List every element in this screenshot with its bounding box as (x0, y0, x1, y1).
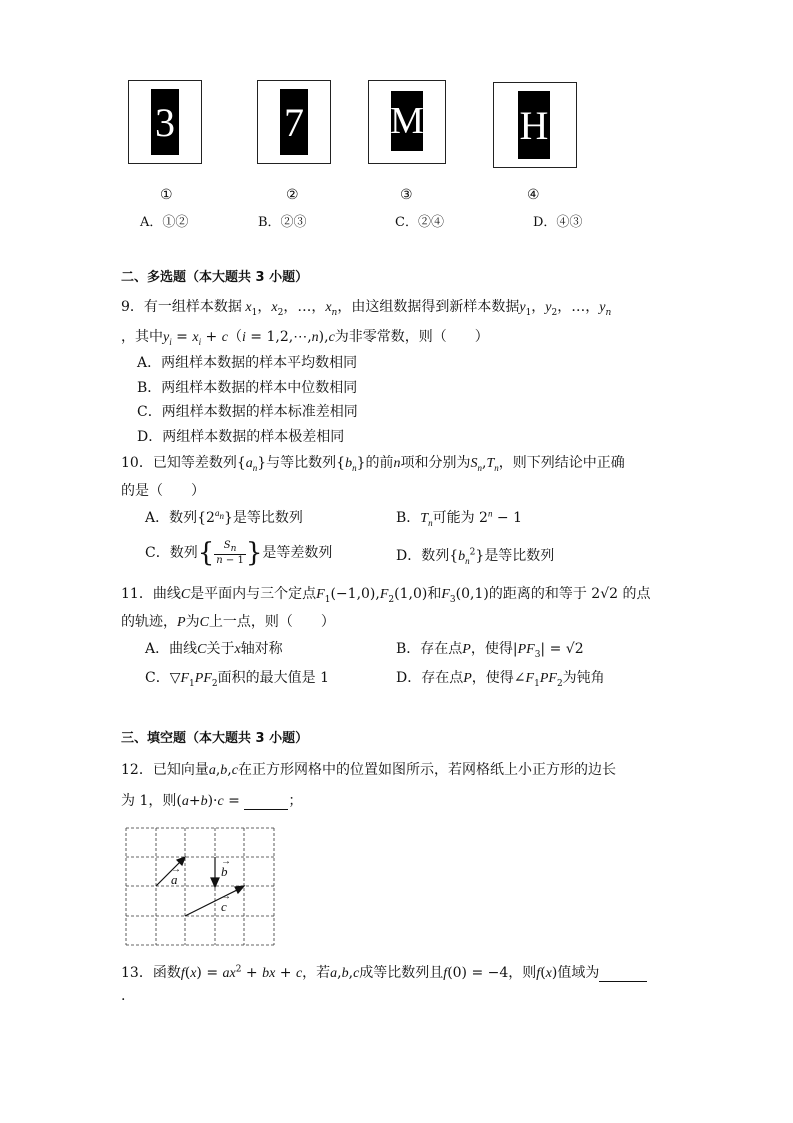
q9-option-d[interactable]: D．两组样本数据的样本极差相同 (137, 429, 345, 445)
q10-option-a[interactable]: A．数列$\{2^{a_n}\}$是等比数列 (145, 508, 303, 526)
card-1-glyph: 3 (151, 89, 179, 155)
vector-c-arrow (185, 888, 241, 916)
q9-stem-line2: ，其中$y_i = x_i + c(i$ = 1,2,⋯,n),c为非零常数，则（ ） (121, 329, 489, 347)
q11-option-d[interactable]: D．存在点P，使得$\angle F_1PF_2$为钝角 (396, 670, 605, 689)
section-fill-in-heading: 三、填空题（本大题共 3 小题） (121, 731, 309, 746)
card-label-4: ④ (527, 187, 540, 203)
svg-text:→: → (221, 856, 231, 867)
q13-stem: 13．函数$f(x) = ax^2$ + bx + c，若a,b,c成等比数列且f(0) = −4，则f(x)值域为 (121, 962, 647, 982)
card-2-glyph: 7 (280, 89, 308, 155)
card-label-2: ② (286, 187, 299, 203)
card-label-1: ① (160, 187, 173, 203)
q11-option-a[interactable]: A．曲线C关于x轴对称 (145, 641, 283, 657)
q9-option-b[interactable]: B．两组样本数据的样本中位数相同 (137, 380, 358, 396)
card-2 (257, 80, 331, 164)
q8-option-a[interactable]: A．①② (140, 215, 189, 230)
q10-stem-line1: 10．已知等差数列$\{a_n\}$与等比数列$\{b_n\}$的前n项和分别为$S_n,T_n$，则下列结论中正确 (121, 455, 625, 473)
q10-option-b[interactable]: B．$T_n$可能为 $2^n - 1$ (396, 508, 522, 528)
q10-stem-line2: 的是（ ） (121, 483, 205, 499)
q11-stem-line1: 11．曲线C是平面内与三个定点$F_1(-1,0),F_2(1,0)$和$F_3(0,1)$的距离的和等于 2√2 的点 (121, 586, 651, 605)
vector-c-label: c (221, 899, 227, 914)
q8-option-b[interactable]: B．②③ (258, 215, 307, 230)
q11-option-c[interactable]: C．$▽F_1PF_2$面积的最大值是 1 (145, 670, 329, 689)
vector-b-label: b (221, 864, 228, 879)
q13-answer-blank[interactable] (599, 967, 647, 982)
q8-option-d[interactable]: D．④③ (533, 215, 583, 230)
q10-option-d[interactable]: D．数列$\{b_n^2\}$是等比数列 (396, 547, 555, 566)
card-4 (493, 82, 577, 168)
card-label-3: ③ (400, 187, 413, 203)
q9-option-c[interactable]: C．两组样本数据的样本标准差相同 (137, 404, 358, 420)
section-multiple-choice-heading: 二、多选题（本大题共 3 小题） (121, 270, 309, 285)
q12-answer-blank[interactable] (244, 795, 288, 810)
q13-tail: . (121, 988, 126, 1004)
vector-grid-figure (124, 826, 276, 948)
q11-option-b[interactable]: B．存在点P，使得$|PF_3| = √2$ (396, 641, 584, 660)
svg-text:→: → (171, 864, 181, 875)
svg-text:→: → (221, 891, 231, 902)
card-3 (368, 80, 446, 164)
card-3-glyph: M (391, 91, 423, 151)
card-4-glyph: H (518, 91, 550, 159)
vector-a-label: a (171, 872, 178, 887)
q9-stem-line1: 9．有一组样本数据 $x_1$，$x_2$，…，$x_n$，由这组数据得到新样本数据$y_1$，$y_2$，…，$y_n$ (121, 299, 612, 318)
q9-option-a[interactable]: A．两组样本数据的样本平均数相同 (137, 355, 358, 371)
card-1 (128, 80, 202, 164)
q10-option-c[interactable]: C．数列{ $\frac{S_n}{n - 1}$ }是等差数列 (145, 538, 333, 568)
q12-stem-line1: 12．已知向量a,b,c在正方形网格中的位置如图所示，若网格纸上小正方形的边长 (121, 762, 616, 778)
q8-option-c[interactable]: C．②④ (395, 215, 444, 230)
q11-stem-line2: 的轨迹，P为C上一点，则（ ） (121, 614, 335, 630)
q12-stem-line2: 为 1，则(a+b)·c = ； (121, 793, 303, 809)
